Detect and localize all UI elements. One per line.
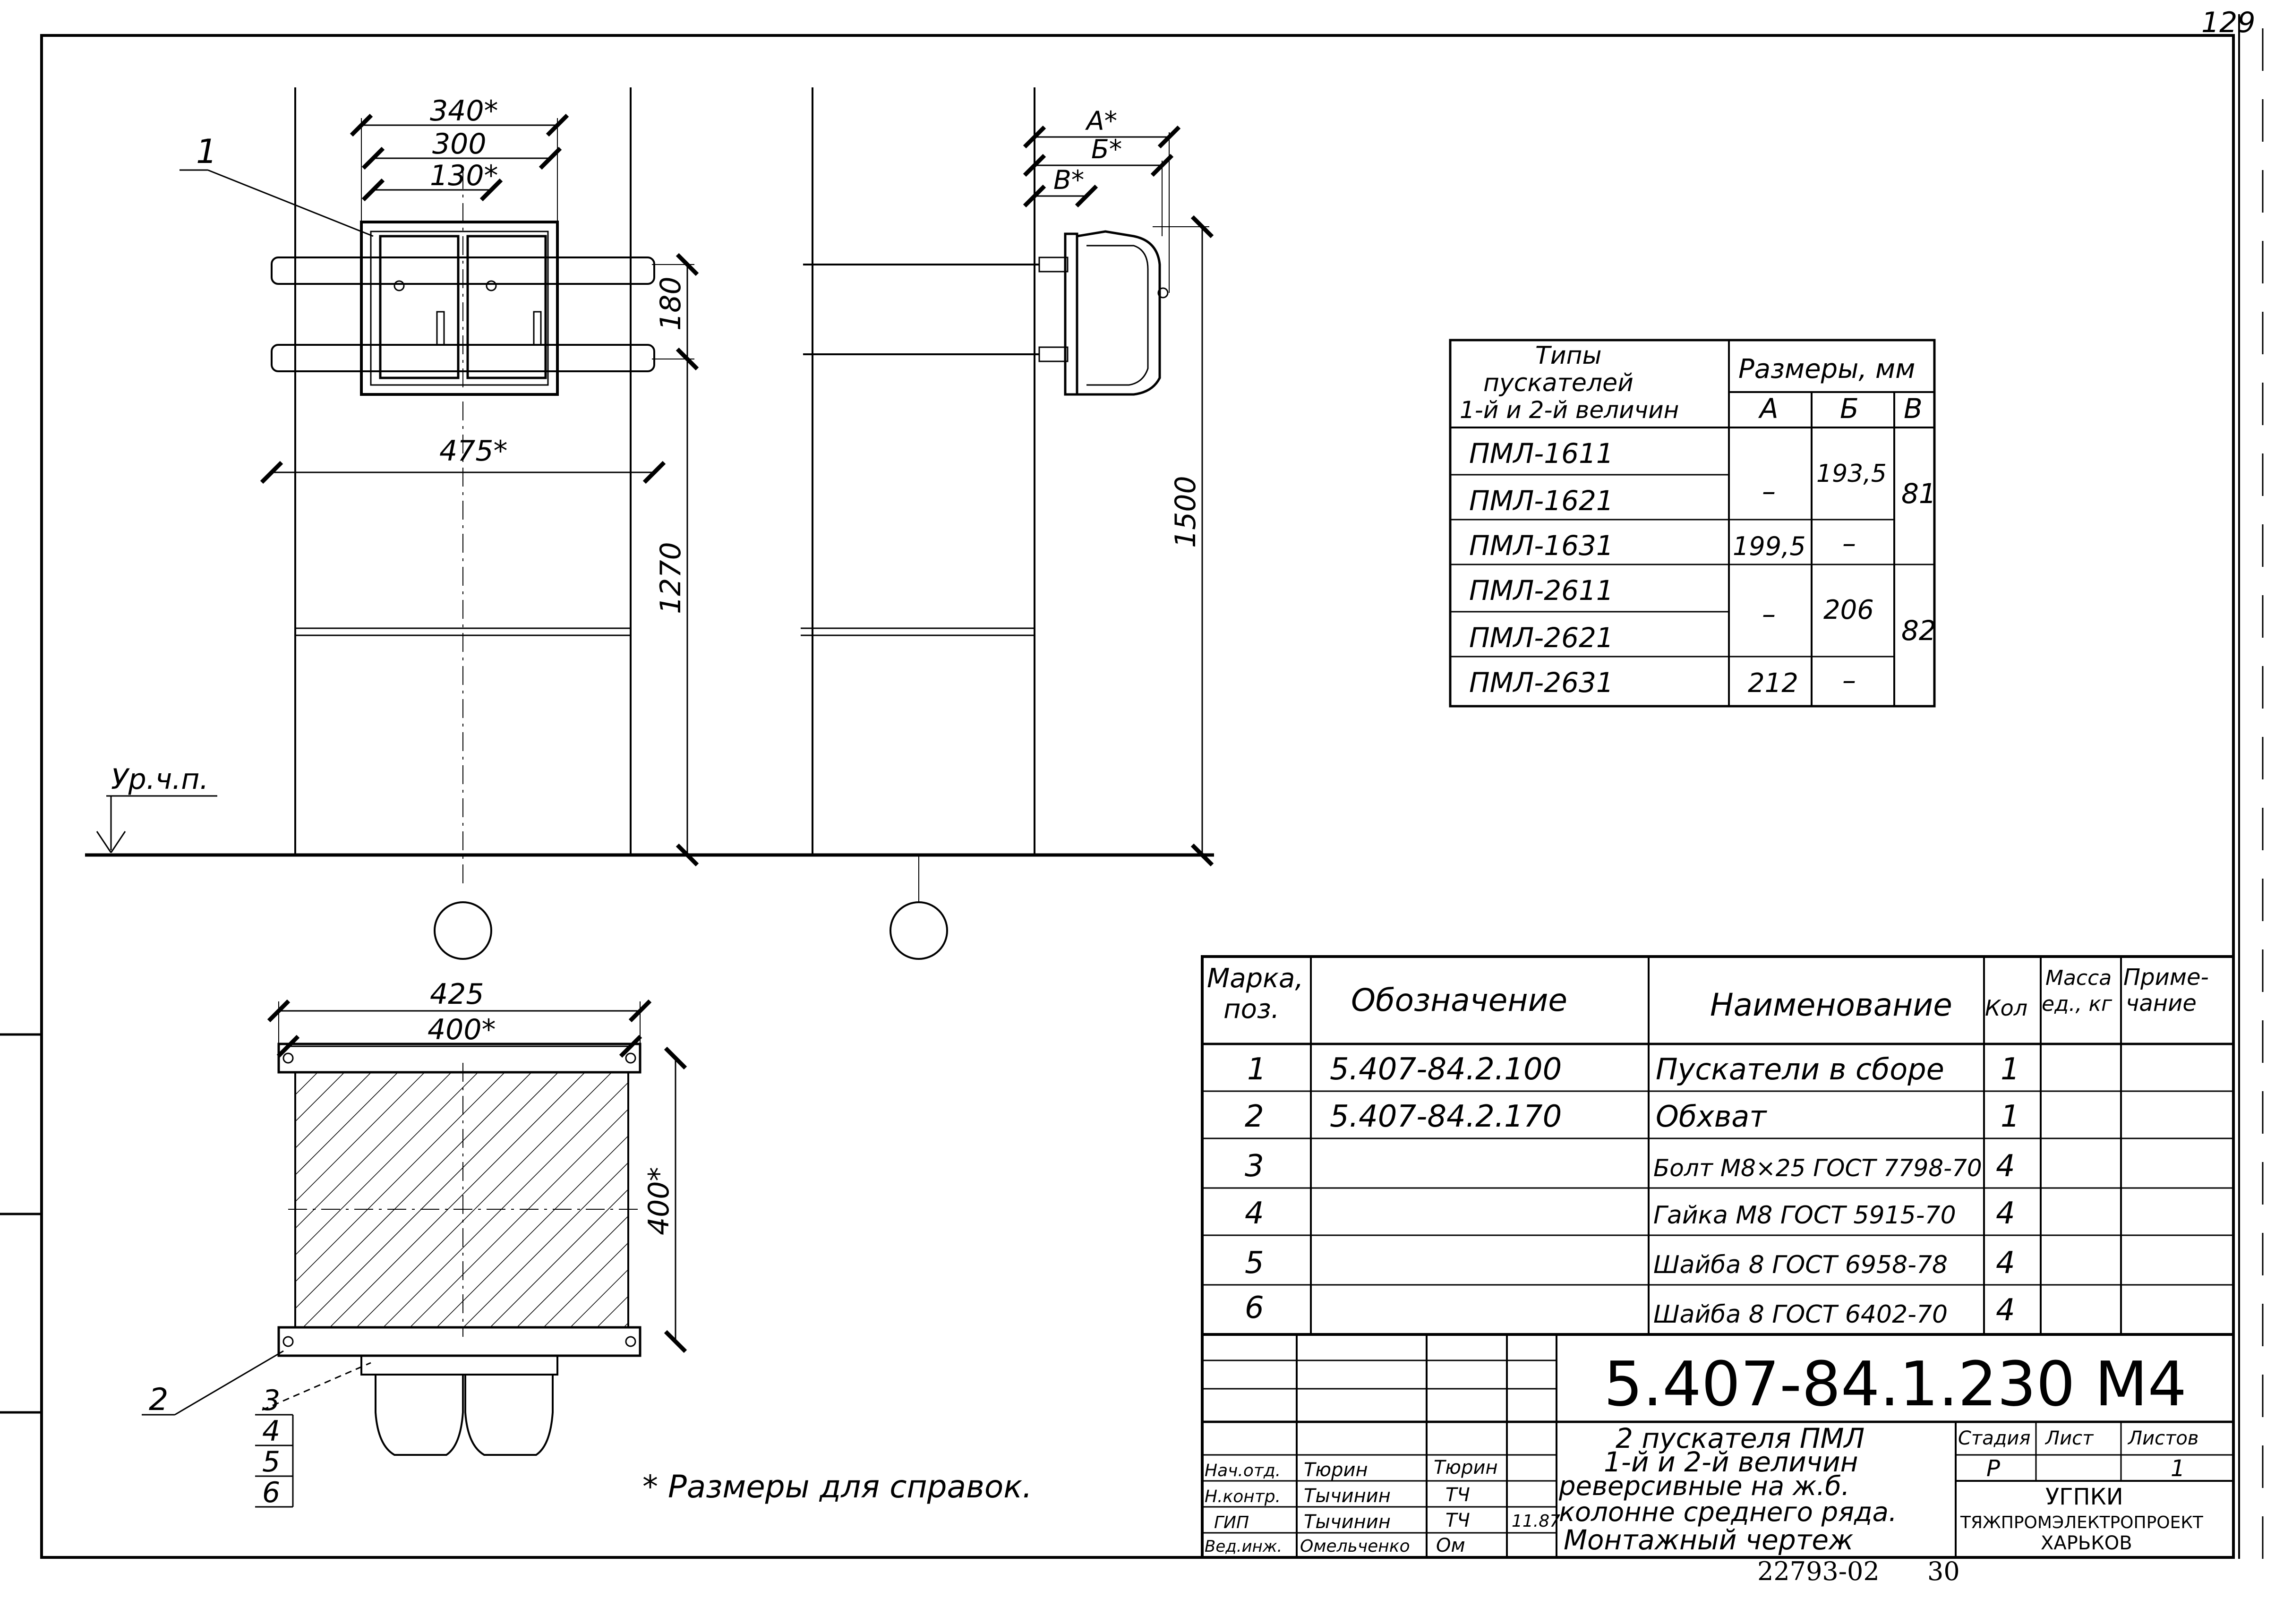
floor-level-label: Ур.ч.п. — [111, 763, 209, 796]
spec-row-6-qty: 4 — [1996, 1293, 2015, 1328]
spec-row-1-qty: 1 — [2001, 1052, 2020, 1087]
spec-header-note-1: Приме- — [2123, 964, 2209, 991]
signature-1: Тюрин — [1434, 1457, 1498, 1479]
org-line-2: ТЯЖПРОМЭЛЕКТРОПРОЕКТ — [1960, 1513, 2203, 1532]
sheet-mark: 129 — [2201, 6, 2256, 39]
type-row-3: ПМЛ-1631 — [1469, 530, 1614, 562]
cell-a-2: 199,5 — [1733, 531, 1806, 561]
archive-number: 22793-02 — [1757, 1556, 1880, 1586]
spec-row-4-name: Гайка М8 ГОСТ 5915-70 — [1653, 1201, 1956, 1230]
cell-a-4: 212 — [1748, 668, 1798, 699]
role-1: Нач.отд. — [1205, 1461, 1281, 1480]
title-line-5: Монтажный чертеж — [1564, 1524, 1854, 1556]
stage-label: Стадия — [1958, 1427, 2031, 1449]
title-line-2: 1-й и 2-й величин — [1604, 1446, 1858, 1478]
sizes-header: Размеры, мм — [1738, 354, 1916, 385]
dim-425: 425 — [430, 978, 484, 1011]
document-code: 5.407-84.1.230 М4 — [1604, 1348, 2187, 1420]
dim-400-horizontal: 400* — [428, 1013, 496, 1046]
spec-row-1-pos: 1 — [1247, 1052, 1266, 1087]
cell-b-1: 193,5 — [1816, 460, 1887, 488]
archive-page: 30 — [1927, 1556, 1960, 1586]
spec-row-5-qty: 4 — [1996, 1246, 2015, 1281]
front-view — [85, 87, 1214, 888]
cell-a-3: – — [1762, 598, 1776, 630]
spec-row-3-name: Болт М8×25 ГОСТ 7798-70 — [1653, 1154, 1982, 1182]
spec-row-6-name: Шайба 8 ГОСТ 6402-70 — [1653, 1300, 1948, 1329]
date-3: 11.87 — [1512, 1512, 1561, 1531]
type-row-1: ПМЛ-1611 — [1469, 437, 1614, 470]
spec-header-qty: Кол — [1985, 995, 2028, 1021]
name-2: Тычинин — [1304, 1485, 1391, 1507]
dim-1500: 1500 — [1169, 476, 1202, 548]
side-view — [801, 87, 1209, 902]
types-header-2: пускателей — [1483, 369, 1634, 397]
position-4-label: 4 — [262, 1415, 281, 1448]
signature-4: Ом — [1436, 1535, 1465, 1556]
spec-row-3-qty: 4 — [1996, 1149, 2015, 1184]
cell-v-1: 81 — [1901, 478, 1936, 510]
cell-b-3: 206 — [1823, 595, 1874, 625]
type-row-6: ПМЛ-2631 — [1469, 667, 1614, 699]
reference-note: * Размеры для справок. — [642, 1469, 1033, 1505]
spec-row-5-name: Шайба 8 ГОСТ 6958-78 — [1653, 1251, 1948, 1279]
dim-a: A* — [1086, 106, 1118, 136]
name-3: Тычинин — [1304, 1511, 1391, 1533]
role-2: Н.контр. — [1205, 1487, 1281, 1506]
type-row-2: ПМЛ-1621 — [1469, 485, 1614, 517]
name-1: Тюрин — [1304, 1459, 1368, 1481]
spec-header-note-2: чание — [2126, 990, 2197, 1017]
signature-2: ТЧ — [1445, 1484, 1470, 1506]
position-1-label: 1 — [196, 132, 217, 171]
sheet-label: Лист — [2045, 1427, 2094, 1449]
spec-row-4-pos: 4 — [1245, 1196, 1264, 1231]
role-3: ГИП — [1214, 1513, 1249, 1532]
title-line-3: реверсивные на ж.б. — [1559, 1471, 1850, 1502]
dim-475: 475* — [439, 435, 508, 468]
dim-300: 300 — [432, 128, 487, 161]
dim-1270: 1270 — [654, 542, 687, 614]
cell-b-2: – — [1842, 527, 1856, 559]
dim-400-vertical: 400* — [642, 1167, 676, 1235]
spec-row-5-pos: 5 — [1245, 1246, 1264, 1281]
cell-v-2: 82 — [1901, 615, 1936, 647]
cell-a-1: – — [1762, 475, 1776, 507]
dim-v: В* — [1053, 165, 1085, 195]
type-row-5: ПМЛ-2621 — [1469, 622, 1614, 654]
org-line-1: УГПКИ — [2045, 1484, 2123, 1510]
spec-row-2-qty: 1 — [2001, 1099, 2020, 1134]
position-6-label: 6 — [262, 1476, 281, 1509]
dim-b: Б* — [1091, 134, 1122, 164]
col-v-header: В — [1904, 393, 1923, 425]
org-line-3: ХАРЬКОВ — [2041, 1532, 2132, 1554]
col-b-header: Б — [1840, 393, 1859, 425]
section-marker-a — [435, 902, 491, 959]
spec-row-6-pos: 6 — [1245, 1291, 1264, 1325]
spec-header-mass-1: Масса — [2045, 966, 2112, 990]
type-row-4: ПМЛ-2611 — [1469, 574, 1614, 607]
name-4: Омельченко — [1300, 1537, 1410, 1556]
section-marker-b — [890, 902, 947, 959]
position-5-label: 5 — [262, 1445, 281, 1479]
floor-level-mark — [97, 796, 217, 853]
sheets-value: 1 — [2171, 1455, 2185, 1482]
sheets-label: Листов — [2128, 1427, 2199, 1449]
spec-row-2-designation: 5.407-84.2.170 — [1330, 1099, 1562, 1134]
spec-row-1-name: Пускатели в сборе — [1656, 1052, 1944, 1086]
types-header-3: 1-й и 2-й величин — [1460, 396, 1679, 424]
spec-header-designation: Обозначение — [1351, 982, 1567, 1018]
position-3-label: 3 — [262, 1384, 281, 1417]
spec-row-1-designation: 5.407-84.2.100 — [1330, 1052, 1562, 1087]
signature-3: ТЧ — [1445, 1510, 1470, 1531]
dim-130: 130* — [430, 159, 498, 192]
spec-row-2-pos: 2 — [1245, 1099, 1264, 1134]
types-header-1: Типы — [1535, 342, 1602, 370]
title-line-4: колонне среднего ряда. — [1559, 1497, 1897, 1528]
spec-row-4-qty: 4 — [1996, 1196, 2015, 1231]
spec-header-mark-1: Марка, — [1207, 963, 1304, 994]
spec-row-2-name: Обхват — [1656, 1099, 1767, 1134]
spec-header-name: Наименование — [1710, 987, 1952, 1023]
title-line-1: 2 пускателя ПМЛ — [1616, 1422, 1865, 1454]
spec-header-mark-2: поз. — [1223, 994, 1280, 1025]
position-2-label: 2 — [149, 1382, 169, 1418]
spec-row-3-pos: 3 — [1245, 1149, 1264, 1184]
dim-340: 340* — [430, 94, 498, 128]
stage-value: Р — [1986, 1455, 2000, 1482]
cell-b-4: – — [1842, 664, 1856, 696]
plan-view — [142, 1001, 676, 1507]
col-a-header: А — [1760, 393, 1779, 425]
dim-180: 180 — [654, 276, 687, 331]
role-4: Вед.инж. — [1205, 1537, 1283, 1556]
spec-header-mass-2: ед., кг — [2042, 992, 2112, 1016]
